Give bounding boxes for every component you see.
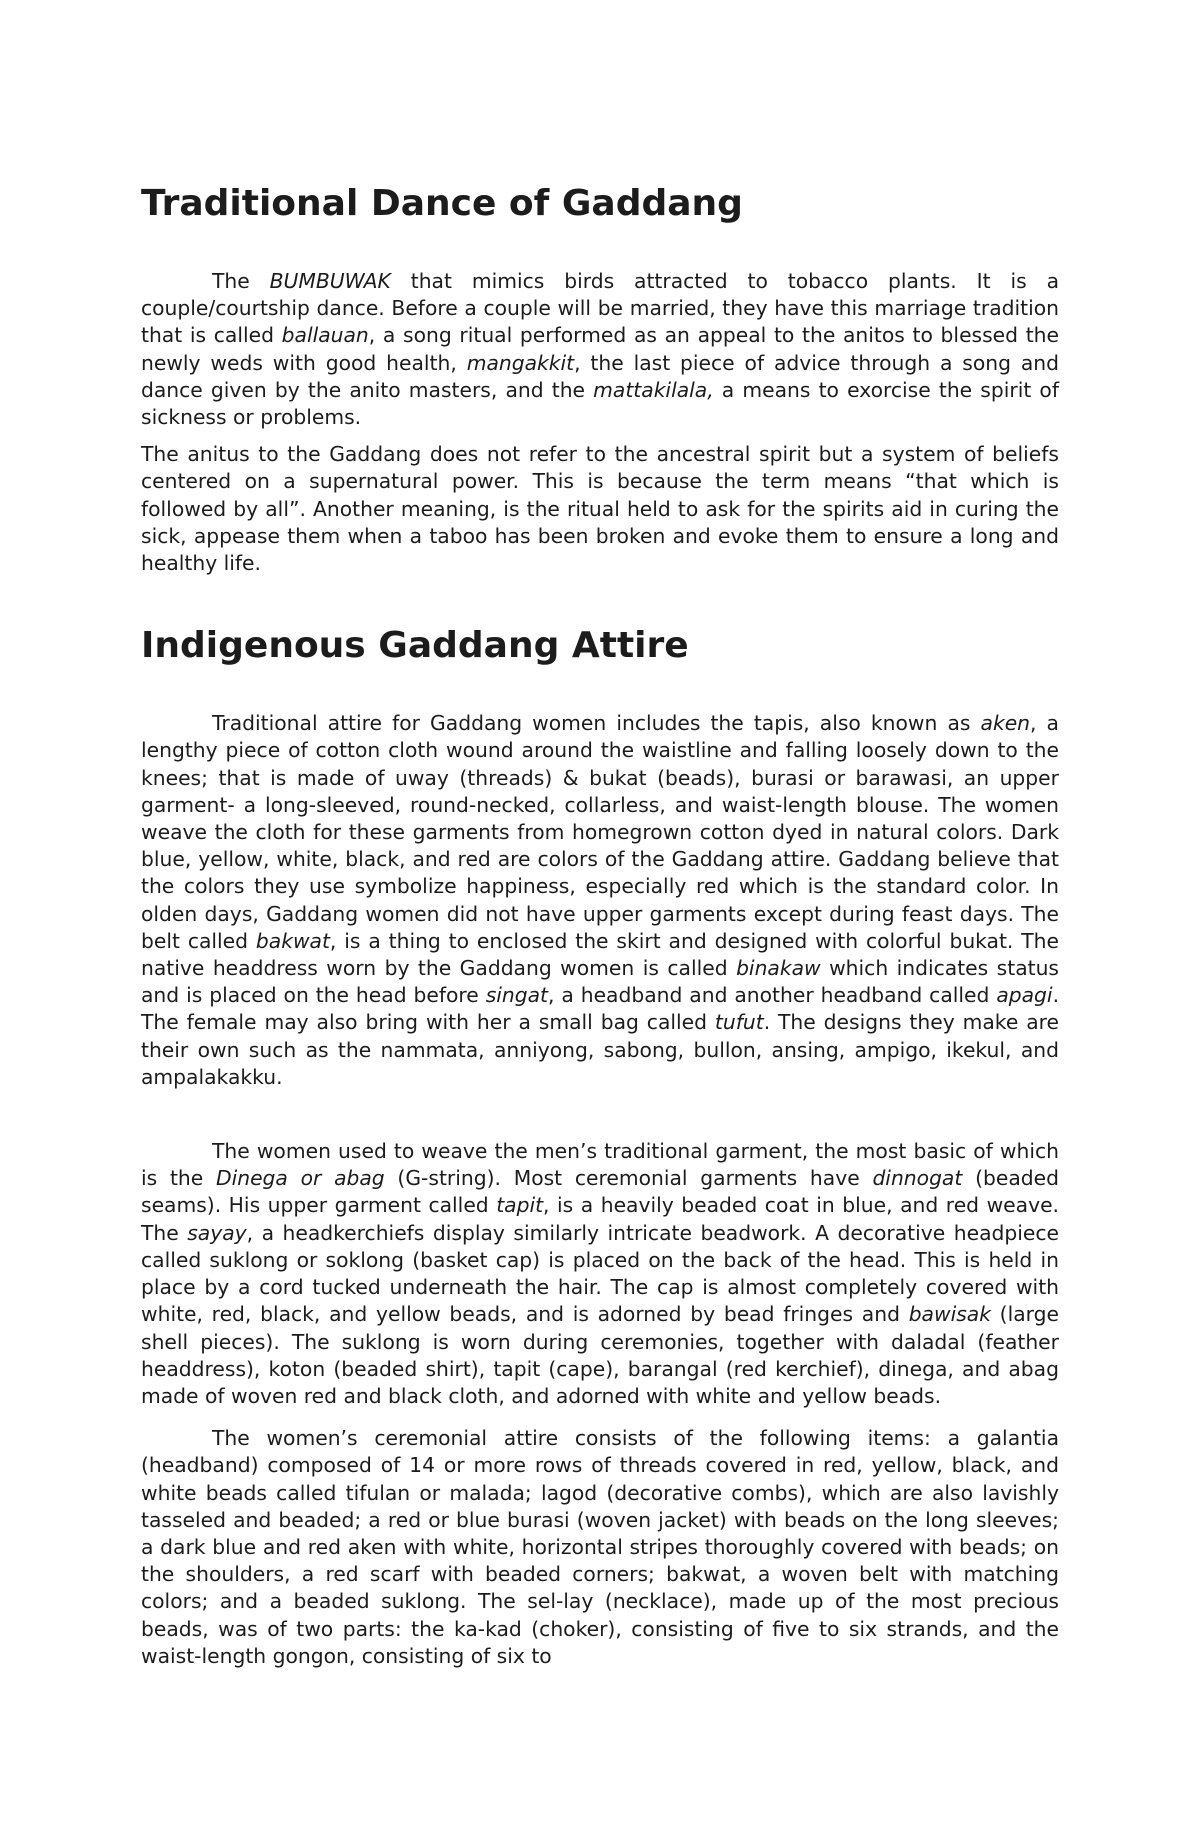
text-run: a means to exorcise the spirit of sickness or problems. [141, 377, 1059, 430]
italic-term: dinnogat [872, 1166, 963, 1191]
italic-term: mangakkit [466, 350, 575, 375]
text-run: (G-string). Most ceremonial garments have [384, 1166, 873, 1191]
document-page [141, 180, 1059, 1670]
text-run: . The female may also bring with her a small bag called [141, 983, 1060, 1035]
italic-term: singat [485, 983, 548, 1008]
italic-term: bawisak [908, 1302, 991, 1327]
text-run: Traditional attire for Gaddang women includes the tapis, also known as [212, 711, 981, 736]
text-run: , a song ritual performed as an appeal to the anitos to blessed the newly weds with good health, [141, 323, 1059, 375]
text-run: , a headkerchiefs display similarly intricate beadwork. A decorative headpiece called suklong or soklong (basket cap) is placed on the back of the head. This is held in place by a cord tucked underneath the hair. The cap is almost completely covered with white, red, black, and yellow beads, and is adorned by bead fringes and [141, 1220, 1059, 1327]
italic-term: Dinega or abag [215, 1166, 385, 1191]
paragraph-women-attire [141, 710, 1059, 1091]
text-run: (large shell pieces). The suklong is worn during ceremonies, together with daladal (feather headdress), koton (beaded shirt), tapit (cape), barangal (red kerchief), dinega, and abag made of woven red and black cloth, and adorned with white and yellow beads. [141, 1302, 1059, 1408]
text-run: , is a thing to enclosed the skirt and designed with colorful bukat. The native headdress worn by the Gaddang women is called [141, 928, 1059, 981]
text-run: , the last piece of advice through a song and dance given by the anito masters, and the [141, 350, 1059, 402]
italic-term: tufut [714, 1010, 764, 1035]
text-run: The [212, 269, 270, 293]
text-run: , is a heavily beaded coat in blue, and red weave. The [141, 1193, 1059, 1245]
text-run: , a headband and another headband called [548, 983, 997, 1008]
text-run: The women used to weave the men’s traditional garment, the most basic of which is the [141, 1139, 1059, 1191]
text-run: , a lengthy piece of cotton cloth wound around the waistline and falling loosely down to the knees; that is made of uway (threads) & bukat (beads), burasi or barawasi, an upper garment- a long-sleeved, round-necked, collarless, and waist-length blouse. The women weave the cloth for these garments from homegrown cotton dyed in natural colors. Dark blue, yellow, white, black, and red are colors of the Gaddang attire. Gaddang believe that the colors they use symbolize happiness, especially red which is the standard color. In olden days, Gaddang women did not have upper garments except during feast days. The belt called [141, 711, 1059, 953]
italic-term: apagi [996, 983, 1053, 1008]
paragraph-men-garment [141, 1138, 1059, 1410]
section-title-indigenous-attire: Indigenous Gaddang Attire [141, 625, 689, 667]
paragraph-ceremonial-attire [141, 1425, 1059, 1670]
italic-term: sayay [187, 1220, 247, 1245]
italic-term: mattakilala, [593, 377, 714, 402]
text-run: that mimics birds attracted to tobacco plants. It is a couple/courtship dance. Before a couple will be married, they have this marriage tradition that is called [141, 269, 1059, 348]
text-run: The women’s ceremonial attire consists of the following items: a galantia (headband) composed of 14 or more rows of threads covered in red, yellow, black, and white beads called tifulan or malada; lagod (decorative combs), which are also lavishly tasseled and beaded; a red or blue burasi (woven jacket) with beads on the long sleeves; a dark blue and red aken with white, horizontal stripes thoroughly covered with beads; on the shoulders, a red scarf with beaded corners; bakwat, a woven belt with matching colors; and a beaded suklong. The sel-lay (necklace), made up of the most precious beads, was of two parts: the ka-kad (choker), consisting of five to six strands, and the waist-length gongon, consisting of six to [141, 1426, 1059, 1668]
text-run: which indicates status and is placed on the head before [141, 956, 1059, 1008]
italic-term: ballauan [281, 323, 369, 348]
italic-term: BUMBUWAK [269, 269, 391, 293]
italic-term: bakwat [255, 928, 330, 953]
italic-term: aken [980, 711, 1031, 736]
italic-term: tapit [496, 1193, 544, 1218]
text-run: (beaded seams). His upper garment called [141, 1166, 1059, 1218]
italic-term: binakaw [736, 956, 821, 981]
text-run: The anitus to the Gaddang does not refer to the ancestral spirit but a system of beliefs centered on a supernatural power. This is because the term means “that which is followed by all”. Another meaning, is the ritual held to ask for the spirits aid in curing the sick, appease them when a taboo has been broken and evoke them to ensure a long and healthy life. [141, 442, 1059, 576]
paragraph-bumbuwak [141, 268, 1059, 431]
paragraph-anitus [141, 441, 1059, 577]
text-run: . The designs they make are their own such as the nammata, anniyong, sabong, bullon, ansing, ampigo, ikekul, and ampalakakku. [141, 1010, 1059, 1089]
section-title-traditional-dance: Traditional Dance of Gaddang [141, 183, 743, 224]
